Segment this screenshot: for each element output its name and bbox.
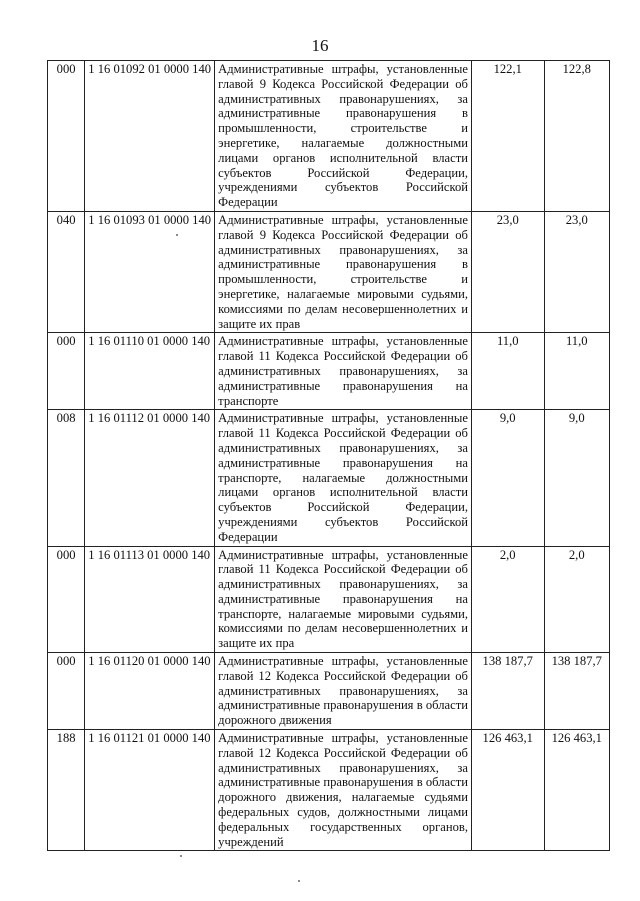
revenue-name-cell: Административные штрафы, установленные главой 11 Кодекса Российской Федерации об административных правонарушениях, за административные правонарушения на транспорте, налагаемые мировыми судьями, комиссиями по делам несовершеннолетних и защите их пра — [215, 546, 472, 653]
value-year1-cell: 9,0 — [471, 410, 544, 546]
value-year2-cell: 11,0 — [544, 333, 610, 410]
budget-code-cell: 1 16 01092 01 0000 140 — [85, 61, 215, 212]
table-row — [48, 653, 610, 730]
admin-code-cell: 000 — [48, 653, 85, 730]
page-number: 16 — [311, 36, 329, 55]
scan-speck — [298, 880, 300, 882]
admin-code-cell: 008 — [48, 410, 85, 546]
table-row — [48, 61, 610, 212]
revenue-name-cell: Административные штрафы, установленные главой 12 Кодекса Российской Федерации об административных правонарушениях, за административные правонарушения в области дорожного движения — [215, 653, 472, 730]
value-year2-cell: 138 187,7 — [544, 653, 610, 730]
table-row — [48, 730, 610, 851]
value-year2-cell: 23,0 — [544, 211, 610, 332]
value-year1-cell: 23,0 — [471, 211, 544, 332]
scan-speck — [176, 234, 178, 236]
budget-code-cell: 1 16 01113 01 0000 140 — [85, 546, 215, 653]
value-year2-cell: 122,8 — [544, 61, 610, 212]
admin-code-cell: 040 — [48, 211, 85, 332]
value-year1-cell: 126 463,1 — [471, 730, 544, 851]
table-row — [48, 211, 610, 332]
admin-code-cell: 188 — [48, 730, 85, 851]
value-year1-cell: 11,0 — [471, 333, 544, 410]
value-year1-cell: 138 187,7 — [471, 653, 544, 730]
value-year2-cell: 126 463,1 — [544, 730, 610, 851]
revenue-name-cell: Административные штрафы, установленные главой 11 Кодекса Российской Федерации об административных правонарушениях, за административные правонарушения на транспорте — [215, 333, 472, 410]
value-year2-cell: 2,0 — [544, 546, 610, 653]
table-row — [48, 546, 610, 653]
value-year1-cell: 2,0 — [471, 546, 544, 653]
table-row — [48, 410, 610, 546]
budget-code-cell: 1 16 01110 01 0000 140 — [85, 333, 215, 410]
revenue-name-cell: Административные штрафы, установленные главой 9 Кодекса Российской Федерации об административных правонарушениях, за административные правонарушения в промышленности, строительстве и энергетике, налагаемые должностными лицами органов исполнительной власти субъектов Российской Федерации, учреждениями субъектов Российской Федерации — [215, 61, 472, 212]
budget-code-cell: 1 16 01120 01 0000 140 — [85, 653, 215, 730]
budget-code-cell: 1 16 01093 01 0000 140 — [85, 211, 215, 332]
value-year2-cell: 9,0 — [544, 410, 610, 546]
revenue-table-body — [48, 61, 610, 851]
revenue-table — [47, 60, 610, 851]
table-row — [48, 333, 610, 410]
admin-code-cell: 000 — [48, 333, 85, 410]
admin-code-cell: 000 — [48, 546, 85, 653]
budget-code-cell: 1 16 01121 01 0000 140 — [85, 730, 215, 851]
budget-code-cell: 1 16 01112 01 0000 140 — [85, 410, 215, 546]
scan-speck — [180, 855, 182, 857]
revenue-name-cell: Административные штрафы, установленные главой 12 Кодекса Российской Федерации об административных правонарушениях, за административные правонарушения в области дорожного движения, налагаемые судьями федеральных судов, должностными лицами федеральных государственных органов, учреждений — [215, 730, 472, 851]
revenue-name-cell: Административные штрафы, установленные главой 11 Кодекса Российской Федерации об административных правонарушениях, за административные правонарушения на транспорте, налагаемые должностными лицами органов исполнительной власти субъектов Российской Федерации, учреждениями субъектов Российской Федерации — [215, 410, 472, 546]
revenue-name-cell: Административные штрафы, установленные главой 9 Кодекса Российской Федерации об административных правонарушениях, за административные правонарушения в промышленности, строительстве и энергетике, налагаемые мировыми судьями, комиссиями по делам несовершеннолетних и защите их прав — [215, 211, 472, 332]
admin-code-cell: 000 — [48, 61, 85, 212]
value-year1-cell: 122,1 — [471, 61, 544, 212]
